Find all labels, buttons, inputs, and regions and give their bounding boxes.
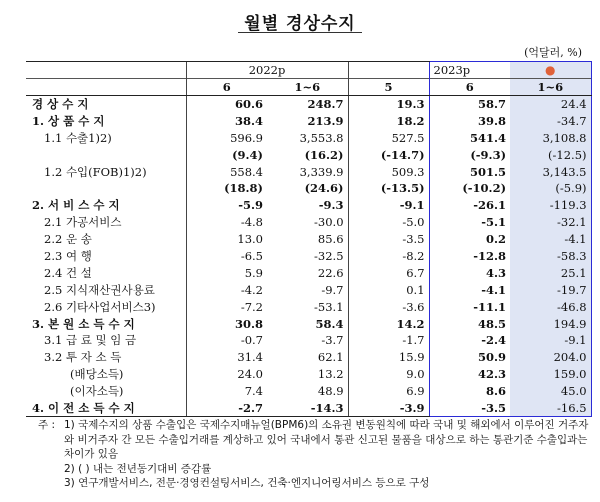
cell-value: 248.7 [307,97,344,112]
row-label: 3. 본 원 소 득 수 지 [32,316,135,331]
cell-value: -53.1 [314,299,344,314]
cell-value: -14.3 [267,400,348,417]
cell-value: (-10.2) [429,180,510,197]
table-row [26,96,591,113]
cell-value: -19.7 [510,281,591,298]
cell-value: 596.9 [186,129,267,146]
cell-value: 58.7 [429,96,510,113]
row-label: 2.4 건 설 [44,265,92,280]
header-year-2023-spacer [348,62,429,79]
cell-value: 50.9 [429,349,510,366]
footnotes [38,418,598,491]
cell-value: 25.1 [510,264,591,281]
cell-value: 48.9 [317,384,344,399]
cell-value: 8.6 [429,383,510,400]
cell-value: 30.8 [186,315,267,332]
cell-value: -2.4 [429,332,510,349]
cell-value: 19.3 [348,96,429,113]
row-label: (배당소득) [70,367,124,382]
cell-value: 58.4 [315,316,344,331]
table-row [26,129,591,146]
cell-value: 60.6 [186,96,267,113]
table-row [26,332,591,349]
table-row [26,383,591,400]
cell-value: 24.4 [510,96,591,113]
cell-value: 3,553.8 [299,130,344,145]
header-month-2023-1-6: 1~6 [510,79,591,96]
cell-value: -9.1 [348,197,429,214]
row-label: (이자소득) [70,384,124,399]
cell-value: -4.2 [186,281,267,298]
header-corner [26,62,186,79]
cell-value: -4.1 [429,281,510,298]
cell-value: -4.1 [510,231,591,248]
cell-value: -3.5 [429,400,510,417]
header-month-row [26,79,591,96]
table-row [26,214,591,231]
header-month-2022-6: 6 [186,79,267,96]
row-label: 2.1 가공서비스 [44,215,122,230]
row-label [26,180,186,197]
cell-value: 48.5 [429,315,510,332]
cell-value: 22.6 [317,265,344,280]
row-label: 2.5 지식재산권사용료 [44,282,155,297]
cell-value: -3.7 [321,333,344,348]
cell-value: 7.4 [186,383,267,400]
cell-value: -11.1 [429,298,510,315]
cell-value: (-13.5) [348,180,429,197]
footnote-label: 주 : [38,419,56,431]
table-row [26,281,591,298]
cell-value: 18.2 [348,112,429,129]
cell-value: 3,143.5 [510,163,591,180]
cell-value: -1.7 [348,332,429,349]
cell-value: 204.0 [510,349,591,366]
cell-value: (18.8) [186,180,267,197]
cell-value: 6.9 [348,383,429,400]
row-label: 1.1 수출1)2) [44,130,112,145]
cell-value: 39.8 [429,112,510,129]
row-label: 경 상 수 지 [32,97,89,112]
cell-value: -3.5 [348,231,429,248]
table-row [26,197,591,214]
cell-value: 509.3 [348,163,429,180]
page-title: 월별 경상수지 [244,14,356,34]
table-row [26,366,591,383]
cell-value: 0.2 [429,231,510,248]
cell-value: (-14.7) [348,146,429,163]
title-underline [238,32,362,33]
footnote-2: 2) ( ) 내는 전년동기대비 증감률 [64,462,212,475]
cell-value: 501.5 [429,163,510,180]
cell-value: -34.7 [510,112,591,129]
cell-value: -32.1 [510,214,591,231]
cell-value: (-12.5) [510,146,591,163]
table-row [26,180,591,197]
cell-value: 5.9 [186,264,267,281]
cell-value: -5.0 [348,214,429,231]
cell-value: -119.3 [510,197,591,214]
cell-value: 24.0 [186,366,267,383]
table-row [26,298,591,315]
cell-value: -8.2 [348,248,429,265]
cell-value: 13.2 [317,367,344,382]
row-label: 2.2 운 송 [44,232,92,247]
cell-value: 4.3 [429,264,510,281]
header-month-2023-5: 5 [348,79,429,96]
table-row [26,146,591,163]
cell-value: -9.3 [318,198,344,213]
row-label: 2.3 여 행 [44,248,92,263]
unit-label: (억달러, %) [524,46,582,59]
cell-value: 14.2 [348,315,429,332]
highlight-marker: ● [545,63,556,77]
cell-value: -32.5 [314,248,344,263]
cell-value: -3.9 [348,400,429,417]
table-row [26,264,591,281]
cell-value: 159.0 [510,366,591,383]
header-month-2022-1-6: 1~6 [267,79,348,96]
cell-value: 9.0 [348,366,429,383]
cell-value: -12.8 [429,248,510,265]
row-label: 3.2 투 자 소 득 [44,350,122,365]
table-row [26,248,591,265]
cell-value: (16.2) [304,147,344,162]
cell-value: -5.1 [429,214,510,231]
cell-value: (24.6) [304,181,344,196]
cell-value: 213.9 [307,113,344,128]
current-account-table [26,61,592,417]
cell-value: 541.4 [429,129,510,146]
cell-value: -7.2 [186,298,267,315]
cell-value: -30.0 [314,215,344,230]
cell-value: -46.8 [510,298,591,315]
cell-value: (-9.3) [429,146,510,163]
cell-value: 42.3 [429,366,510,383]
cell-value: 38.4 [186,112,267,129]
footnote-1: 1) 국제수지의 상품 수출입은 국제수지매뉴얼(BPM6)의 소유권 변동원칙에 따라 국내 및 해외에서 이루어진 거주자와 비거주자 간 모든 수출입거래를 계상하고 있어 국내에서 통관 신고된 물품을 대상으로 하는 통관기준 수출입과는 차이가 있음 [64,419,589,461]
cell-value: -5.9 [186,197,267,214]
header-month-2023-6: 6 [429,79,510,96]
table-row [26,400,591,417]
cell-value: -6.5 [186,248,267,265]
cell-value: (-5.9) [510,180,591,197]
cell-value: -26.1 [429,197,510,214]
cell-value: -9.1 [510,332,591,349]
header-year-2022: 2022p [186,62,348,79]
cell-value: 0.1 [348,281,429,298]
cell-value: 194.9 [510,315,591,332]
cell-value: -0.7 [186,332,267,349]
cell-value: (9.4) [186,146,267,163]
footnote-3: 3) 연구개발서비스, 전문·경영컨설팅서비스, 건축·엔지니어링서비스 등으로 구성 [64,477,430,490]
cell-value: 558.4 [186,163,267,180]
table-row [26,315,591,332]
cell-value: -4.8 [186,214,267,231]
cell-value: 31.4 [186,349,267,366]
row-label: 1.2 수입(FOB)1)2) [44,164,147,179]
table-row [26,163,591,180]
cell-value: 45.0 [510,383,591,400]
row-label: 4. 이 전 소 득 수 지 [26,400,186,417]
table-row [26,112,591,129]
table-row [26,349,591,366]
cell-value: -58.3 [510,248,591,265]
cell-value: -9.7 [321,282,344,297]
row-label [26,146,186,163]
cell-value: 13.0 [186,231,267,248]
cell-value: -3.6 [348,298,429,315]
cell-value: 62.1 [317,350,344,365]
table-row [26,231,591,248]
header-year-2023: 2023p [429,62,510,79]
cell-value: 3,108.8 [510,129,591,146]
header-year-row [26,62,591,79]
row-label: 3.1 급 료 및 임 금 [44,333,137,348]
cell-value: -2.7 [186,400,267,417]
cell-value: 15.9 [348,349,429,366]
cell-value: 6.7 [348,264,429,281]
cell-value: -16.5 [510,400,591,417]
cell-value: 85.6 [317,232,344,247]
cell-value: 527.5 [348,129,429,146]
cell-value: 3,339.9 [299,164,344,179]
row-label: 2. 서 비 스 수 지 [32,198,120,213]
row-label: 1. 상 품 수 지 [32,113,105,128]
row-label: 2.6 기타사업서비스3) [44,299,156,314]
